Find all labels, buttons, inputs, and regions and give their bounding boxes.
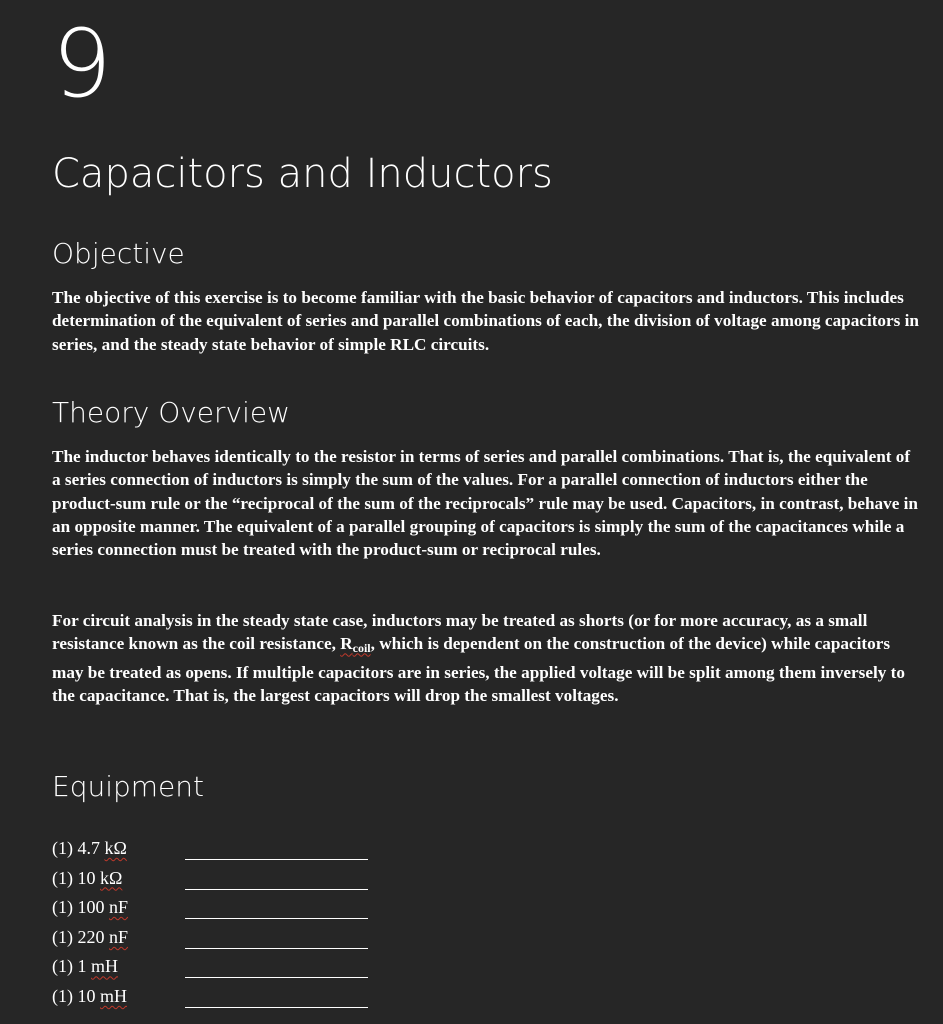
theory-paragraph-2	[52, 609, 922, 707]
equipment-item: (1) 4.7 kΩ	[52, 838, 392, 868]
equipment-blank-line	[185, 948, 368, 949]
unit-label: kΩ	[104, 838, 127, 858]
equipment-blank-line	[185, 918, 368, 919]
theory-paragraph-1: The inductor behaves identically to the resistor in terms of series and parallel combinations. That is, the equivalent of a series connection of inductors is simply the sum of the values. For a parallel connection of inductors either the product-sum rule or the “reciprocal of the sum of the reciprocals” rule may be used. Capacitors, in contrast, behave in an opposite manner. The equivalent of a parallel grouping of capacitors is simply the sum of the capacitances while a series connection must be treated with the product-sum or reciprocal rules.	[52, 447, 918, 560]
equipment-item: (1) 100 nF	[52, 897, 392, 927]
unit-label: nF	[109, 897, 129, 918]
chapter-title: Capacitors and Inductors	[52, 151, 553, 197]
unit-label: mH	[91, 956, 118, 977]
para2-text-before: For circuit analysis in the steady state case, inductors may be treated as shorts (or for more accuracy, as a small resistance known as the coil resistance,	[52, 611, 868, 654]
equipment-item: (1) 220 nF	[52, 927, 392, 957]
equipment-heading: Equipment	[52, 770, 204, 803]
coil-resistance-symbol: $R_{coil}$	[340, 634, 371, 656]
equipment-item: (1) 1 mH	[52, 956, 392, 986]
unit-label: kΩ	[100, 867, 123, 888]
objective-paragraph: The objective of this exercise is to become familiar with the basic behavior of capacitors and inductors. This includes determination of the equivalent of series and parallel combinations of each, the division of voltage among capacitors in series, and the steady state behavior of simple RLC circuits.	[52, 288, 919, 354]
equipment-list	[52, 838, 392, 1016]
objective-heading: Objective	[52, 237, 185, 270]
equipment-item: (1) 10 mH	[52, 986, 392, 1016]
equipment-blank-line	[185, 977, 368, 978]
unit-label: nF	[109, 926, 129, 947]
equipment-item: (1) 10 kΩ	[52, 868, 392, 898]
equipment-blank-line	[185, 859, 368, 860]
equipment-blank-line	[185, 1007, 368, 1008]
unit-label: mH	[100, 985, 127, 1006]
chapter-number: 9	[52, 10, 110, 119]
theory-heading: Theory Overview	[52, 396, 291, 429]
para2-text-after: , which is dependent on the construction of the device) while capacitors may be treated as opens. If multiple capacitors are in series, the applied voltage will be split among them inversely to the capacitance. That is, the largest capacitors will drop the smallest voltages.	[52, 634, 905, 705]
equipment-blank-line	[185, 889, 368, 890]
